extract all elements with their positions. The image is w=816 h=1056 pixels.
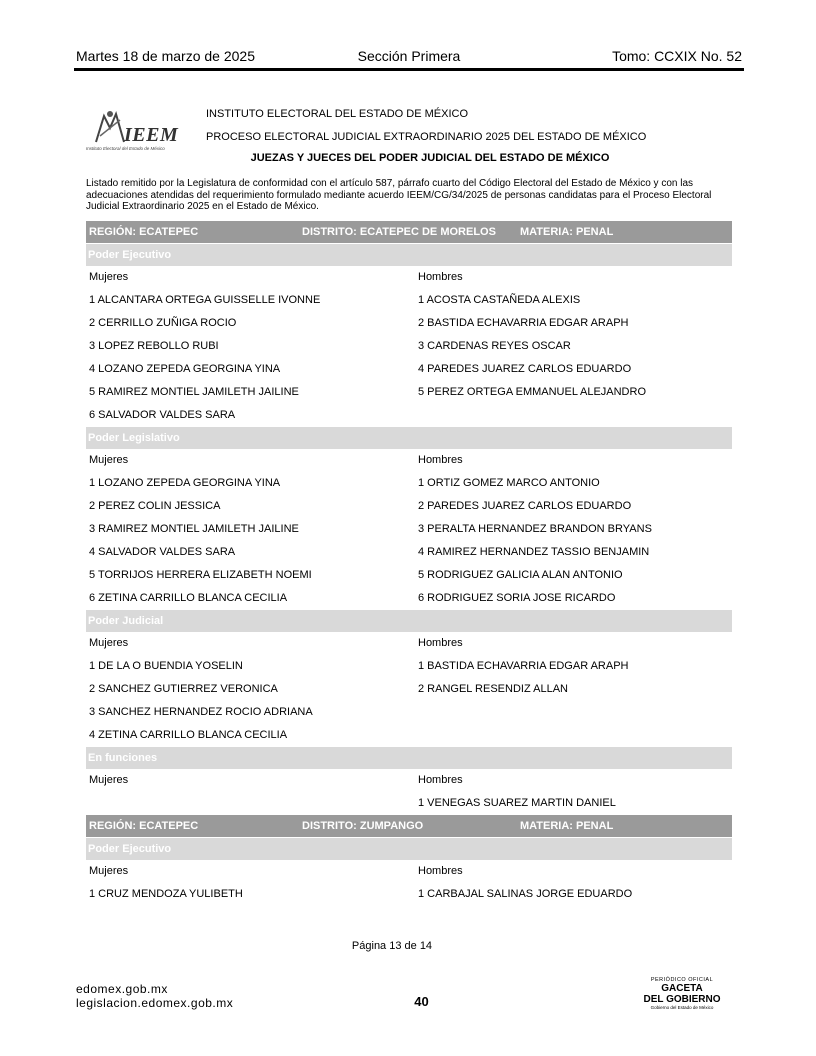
candidate-row xyxy=(86,701,732,724)
candidate-man: 2 RANGEL RESENDIZ ALLAN xyxy=(418,683,568,695)
group-header xyxy=(86,838,732,860)
candidate-row xyxy=(86,541,732,564)
men-column-label: Hombres xyxy=(418,865,463,877)
men-column-label: Hombres xyxy=(418,637,463,649)
women-column-label: Mujeres xyxy=(89,454,129,466)
candidate-woman: 5 RAMIREZ MONTIEL JAMILETH JAILINE xyxy=(89,386,299,398)
candidate-man: 2 PAREDES JUAREZ CARLOS EDUARDO xyxy=(418,500,632,512)
men-column-label: Hombres xyxy=(418,454,463,466)
candidate-row xyxy=(86,358,732,381)
candidate-row xyxy=(86,724,732,747)
group-name: En funciones xyxy=(88,752,158,764)
candidate-woman: 2 PEREZ COLIN JESSICA xyxy=(89,500,221,512)
women-column-label: Mujeres xyxy=(89,637,129,649)
column-header-row xyxy=(86,632,732,655)
candidate-man: 5 RODRIGUEZ GALICIA ALAN ANTONIO xyxy=(418,569,623,581)
footer-link-edomex[interactable]: edomex.gob.mx xyxy=(76,982,168,996)
group-name: Poder Ejecutivo xyxy=(88,843,172,855)
district-header xyxy=(86,815,732,837)
candidate-man: 6 RODRIGUEZ SORIA JOSE RICARDO xyxy=(418,592,616,604)
matter-label: MATERIA: PENAL xyxy=(520,226,614,238)
region-label: REGIÓN: ECATEPEC xyxy=(89,820,199,832)
gaceta-line1: PERIÓDICO OFICIAL xyxy=(650,977,714,983)
region-label: REGIÓN: ECATEPEC xyxy=(89,226,199,238)
candidate-row xyxy=(86,792,732,815)
candidate-row xyxy=(86,289,732,312)
group-header xyxy=(86,427,732,449)
district-label: DISTRITO: ZUMPANGO xyxy=(302,820,424,832)
men-column-label: Hombres xyxy=(418,271,463,283)
men-column-label: Hombres xyxy=(418,774,463,786)
intro-paragraph: Listado remitido por la Legislatura de conformidad con el artículo 587, párrafo cuarto del Código Electoral del Estado de México y con las adecuaciones atendidas del requerimiento formulado mediante acuerdo IEEM/CG/34/2025 de personas candidatas para el Proceso Electoral Judicial Extraordinario 2025 en el Estado de México. xyxy=(86,178,712,212)
candidate-woman: 3 SANCHEZ HERNANDEZ ROCIO ADRIANA xyxy=(89,706,313,718)
candidate-woman: 4 SALVADOR VALDES SARA xyxy=(89,546,236,558)
group-header xyxy=(86,244,732,266)
candidate-woman: 1 CRUZ MENDOZA YULIBETH xyxy=(89,888,243,900)
candidate-man: 1 ACOSTA CASTAÑEDA ALEXIS xyxy=(418,294,581,306)
candidate-man: 1 CARBAJAL SALINAS JORGE EDUARDO xyxy=(418,888,633,900)
gazette-page-number: 40 xyxy=(414,994,429,1009)
gaceta-line4: Gobierno del Estado de México xyxy=(650,1005,714,1010)
candidate-row xyxy=(86,587,732,610)
candidate-row xyxy=(86,655,732,678)
candidate-woman: 6 ZETINA CARRILLO BLANCA CECILIA xyxy=(89,592,288,604)
candidate-row xyxy=(86,883,732,906)
ieem-logo xyxy=(86,104,178,152)
candidate-row xyxy=(86,495,732,518)
electoral-process: PROCESO ELECTORAL JUDICIAL EXTRAORDINARIO 2025 DEL ESTADO DE MÉXICO xyxy=(206,131,647,143)
candidate-man: 5 PEREZ ORTEGA EMMANUEL ALEJANDRO xyxy=(418,386,647,398)
page-of: Página 13 de 14 xyxy=(351,940,433,952)
gazette-date: Martes 18 de marzo de 2025 xyxy=(76,48,255,64)
header-rule xyxy=(74,68,744,71)
women-column-label: Mujeres xyxy=(89,865,129,877)
candidate-man: 2 BASTIDA ECHAVARRIA EDGAR ARAPH xyxy=(418,317,629,329)
ieem-logo-text: IEEM xyxy=(124,124,179,146)
gaceta-line2: GACETA xyxy=(661,983,703,994)
district-header xyxy=(86,221,732,243)
column-header-row xyxy=(86,266,732,289)
candidate-man: 4 PAREDES JUAREZ CARLOS EDUARDO xyxy=(418,363,632,375)
column-header-row xyxy=(86,860,732,883)
matter-label: MATERIA: PENAL xyxy=(520,820,614,832)
footer-link-legislacion[interactable]: legislacion.edomex.gob.mx xyxy=(76,996,234,1010)
candidate-row xyxy=(86,678,732,701)
gazette-section: Sección Primera xyxy=(357,48,461,64)
candidate-woman: 1 DE LA O BUENDIA YOSELIN xyxy=(89,660,243,672)
document-title: JUEZAS Y JUECES DEL PODER JUDICIAL DEL ESTADO DE MÉXICO xyxy=(250,152,610,164)
candidate-man: 3 PERALTA HERNANDEZ BRANDON BRYANS xyxy=(418,523,652,535)
group-name: Poder Ejecutivo xyxy=(88,249,172,261)
candidate-row xyxy=(86,472,732,495)
candidate-woman: 4 ZETINA CARRILLO BLANCA CECILIA xyxy=(89,729,288,741)
candidate-row xyxy=(86,518,732,541)
gazette-header xyxy=(76,44,742,69)
candidate-row xyxy=(86,564,732,587)
candidate-woman: 5 TORRIJOS HERRERA ELIZABETH NOEMI xyxy=(89,569,312,581)
group-name: Poder Judicial xyxy=(88,615,164,627)
ieem-logo-subtitle: Instituto Electoral del Estado de México xyxy=(86,146,165,151)
candidate-woman: 1 LOZANO ZEPEDA GEORGINA YINA xyxy=(89,477,281,489)
column-header-row xyxy=(86,769,732,792)
district-label: DISTRITO: ECATEPEC DE MORELOS xyxy=(302,226,496,238)
candidate-woman: 2 CERRILLO ZUÑIGA ROCIO xyxy=(89,317,237,329)
candidate-row xyxy=(86,404,732,427)
candidate-list xyxy=(86,221,732,906)
gaceta-line3: DEL GOBIERNO xyxy=(643,994,721,1005)
column-header-row xyxy=(86,449,732,472)
gaceta-logo xyxy=(632,977,732,1010)
candidate-man: 1 BASTIDA ECHAVARRIA EDGAR ARAPH xyxy=(418,660,629,672)
women-column-label: Mujeres xyxy=(89,774,129,786)
candidate-woman: 3 LOPEZ REBOLLO RUBI xyxy=(89,340,219,352)
candidate-woman: 6 SALVADOR VALDES SARA xyxy=(89,409,236,421)
candidate-woman: 4 LOZANO ZEPEDA GEORGINA YINA xyxy=(89,363,281,375)
gazette-volume: Tomo: CCXIX No. 52 xyxy=(612,48,742,64)
candidate-row xyxy=(86,335,732,358)
candidate-man: 1 ORTIZ GOMEZ MARCO ANTONIO xyxy=(418,477,600,489)
candidate-row xyxy=(86,312,732,335)
candidate-woman: 2 SANCHEZ GUTIERREZ VERONICA xyxy=(89,683,278,695)
group-header xyxy=(86,747,732,769)
candidate-row xyxy=(86,381,732,404)
women-column-label: Mujeres xyxy=(89,271,129,283)
candidate-man: 3 CARDENAS REYES OSCAR xyxy=(418,340,571,352)
institute-name: INSTITUTO ELECTORAL DEL ESTADO DE MÉXICO xyxy=(206,108,469,120)
group-header xyxy=(86,610,732,632)
candidate-man: 4 RAMIREZ HERNANDEZ TASSIO BENJAMIN xyxy=(418,546,650,558)
candidate-woman: 1 ALCANTARA ORTEGA GUISSELLE IVONNE xyxy=(89,294,321,306)
candidate-man: 1 VENEGAS SUAREZ MARTIN DANIEL xyxy=(418,797,616,809)
group-name: Poder Legislativo xyxy=(88,432,180,444)
candidate-woman: 3 RAMIREZ MONTIEL JAMILETH JAILINE xyxy=(89,523,299,535)
